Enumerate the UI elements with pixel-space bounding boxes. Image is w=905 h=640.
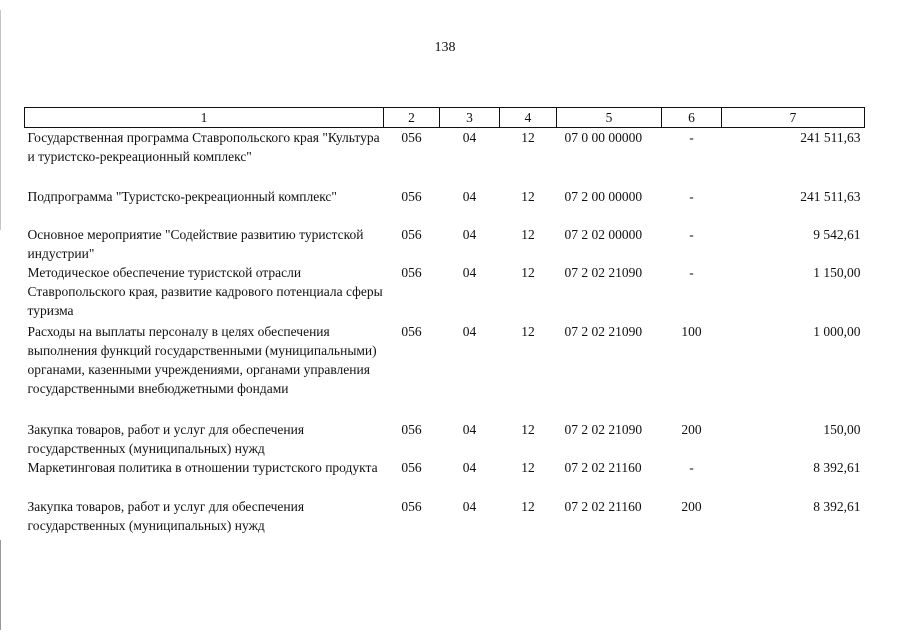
row-col-5: 07 2 02 21090 (564, 422, 643, 437)
row-col-2: 056 (401, 189, 422, 204)
row-col-4: 12 (521, 422, 535, 437)
row-col-3: 04 (462, 130, 477, 145)
row-col-6: - (689, 130, 694, 145)
table-row (25, 458, 865, 497)
row-col-7: 9 542,61 (813, 227, 861, 242)
row-col-3: 04 (462, 227, 477, 242)
table-row (25, 187, 865, 225)
row-col-2: 056 (401, 499, 422, 514)
row-name: Закупка товаров, работ и услуг для обеспечения государственных (муниципальных) нужд (27, 499, 305, 533)
row-col-4: 12 (521, 265, 535, 280)
row-col-3: 04 (462, 499, 477, 514)
row-col-5: 07 2 02 21090 (564, 324, 643, 339)
row-col-4: 12 (521, 189, 535, 204)
header-col-2: 2 (384, 108, 440, 128)
table-row (25, 225, 865, 263)
row-col-5: 07 2 02 21090 (564, 265, 643, 280)
header-col-7: 7 (722, 108, 865, 128)
row-col-6: - (689, 189, 694, 204)
row-col-6: - (689, 265, 694, 280)
row-col-7: 1 000,00 (813, 324, 861, 339)
row-col-5: 07 2 02 00000 (564, 227, 643, 242)
row-col-4: 12 (521, 460, 535, 475)
row-col-7: 8 392,61 (813, 499, 861, 514)
row-col-5: 07 2 02 21160 (564, 499, 642, 514)
row-col-4: 12 (521, 499, 535, 514)
table-row (25, 263, 865, 322)
row-col-7: 1 150,00 (813, 265, 861, 280)
table-row (25, 497, 865, 535)
row-col-6: 100 (681, 324, 702, 339)
row-col-6: 200 (681, 499, 702, 514)
row-col-4: 12 (521, 227, 535, 242)
row-col-2: 056 (401, 227, 422, 242)
page-number: 138 (434, 40, 456, 55)
row-name: Расходы на выплаты персоналу в целях обеспечения выполнения функций государственными (муниципальными) органами, казенными учреждениями, органами управления государственными внебюджетными фондами (27, 324, 377, 396)
row-col-5: 07 2 00 00000 (564, 189, 643, 204)
row-col-3: 04 (462, 460, 477, 475)
table-row (25, 420, 865, 458)
row-col-3: 04 (462, 422, 477, 437)
row-name: Методическое обеспечение туристской отрасли Ставропольского края, развитие кадрового потенциала сферы туризма (27, 265, 383, 318)
row-col-4: 12 (521, 130, 535, 145)
row-col-7: 241 511,63 (800, 189, 861, 204)
row-col-4: 12 (521, 324, 535, 339)
row-col-3: 04 (462, 324, 477, 339)
header-col-5: 5 (557, 108, 662, 128)
header-col-3: 3 (440, 108, 500, 128)
header-col-4: 4 (500, 108, 557, 128)
row-col-5: 07 0 00 00000 (564, 130, 643, 145)
header-col-1: 1 (25, 108, 384, 128)
row-name: Маркетинговая политика в отношении туристского продукта (27, 460, 378, 475)
row-col-2: 056 (401, 324, 422, 339)
row-col-2: 056 (401, 130, 422, 145)
row-col-6: 200 (681, 422, 702, 437)
row-col-2: 056 (401, 460, 422, 475)
row-col-3: 04 (462, 265, 477, 280)
row-col-7: 8 392,61 (813, 460, 861, 475)
row-name: Закупка товаров, работ и услуг для обеспечения государственных (муниципальных) нужд (27, 422, 305, 456)
row-name: Основное мероприятие "Содействие развитию туристской индустрии" (27, 227, 364, 261)
row-col-7: 150,00 (823, 422, 861, 437)
row-col-7: 241 511,63 (800, 130, 861, 145)
row-col-3: 04 (462, 189, 477, 204)
table-row (25, 128, 865, 188)
row-col-6: - (689, 460, 694, 475)
table-header (25, 108, 865, 128)
table-row (25, 322, 865, 420)
header-row (25, 108, 865, 128)
row-col-6: - (689, 227, 694, 242)
row-col-5: 07 2 02 21160 (564, 460, 642, 475)
row-name: Подпрограмма "Туристско-рекреационный комплекс" (27, 189, 337, 204)
row-name: Государственная программа Ставропольского края "Культура и туристско-рекреационный комплекс" (27, 130, 380, 164)
row-col-2: 056 (401, 265, 422, 280)
scan-edge-mark (0, 540, 1, 630)
row-col-2: 056 (401, 422, 422, 437)
budget-table (24, 107, 865, 535)
header-col-6: 6 (662, 108, 722, 128)
table-body (25, 128, 865, 536)
